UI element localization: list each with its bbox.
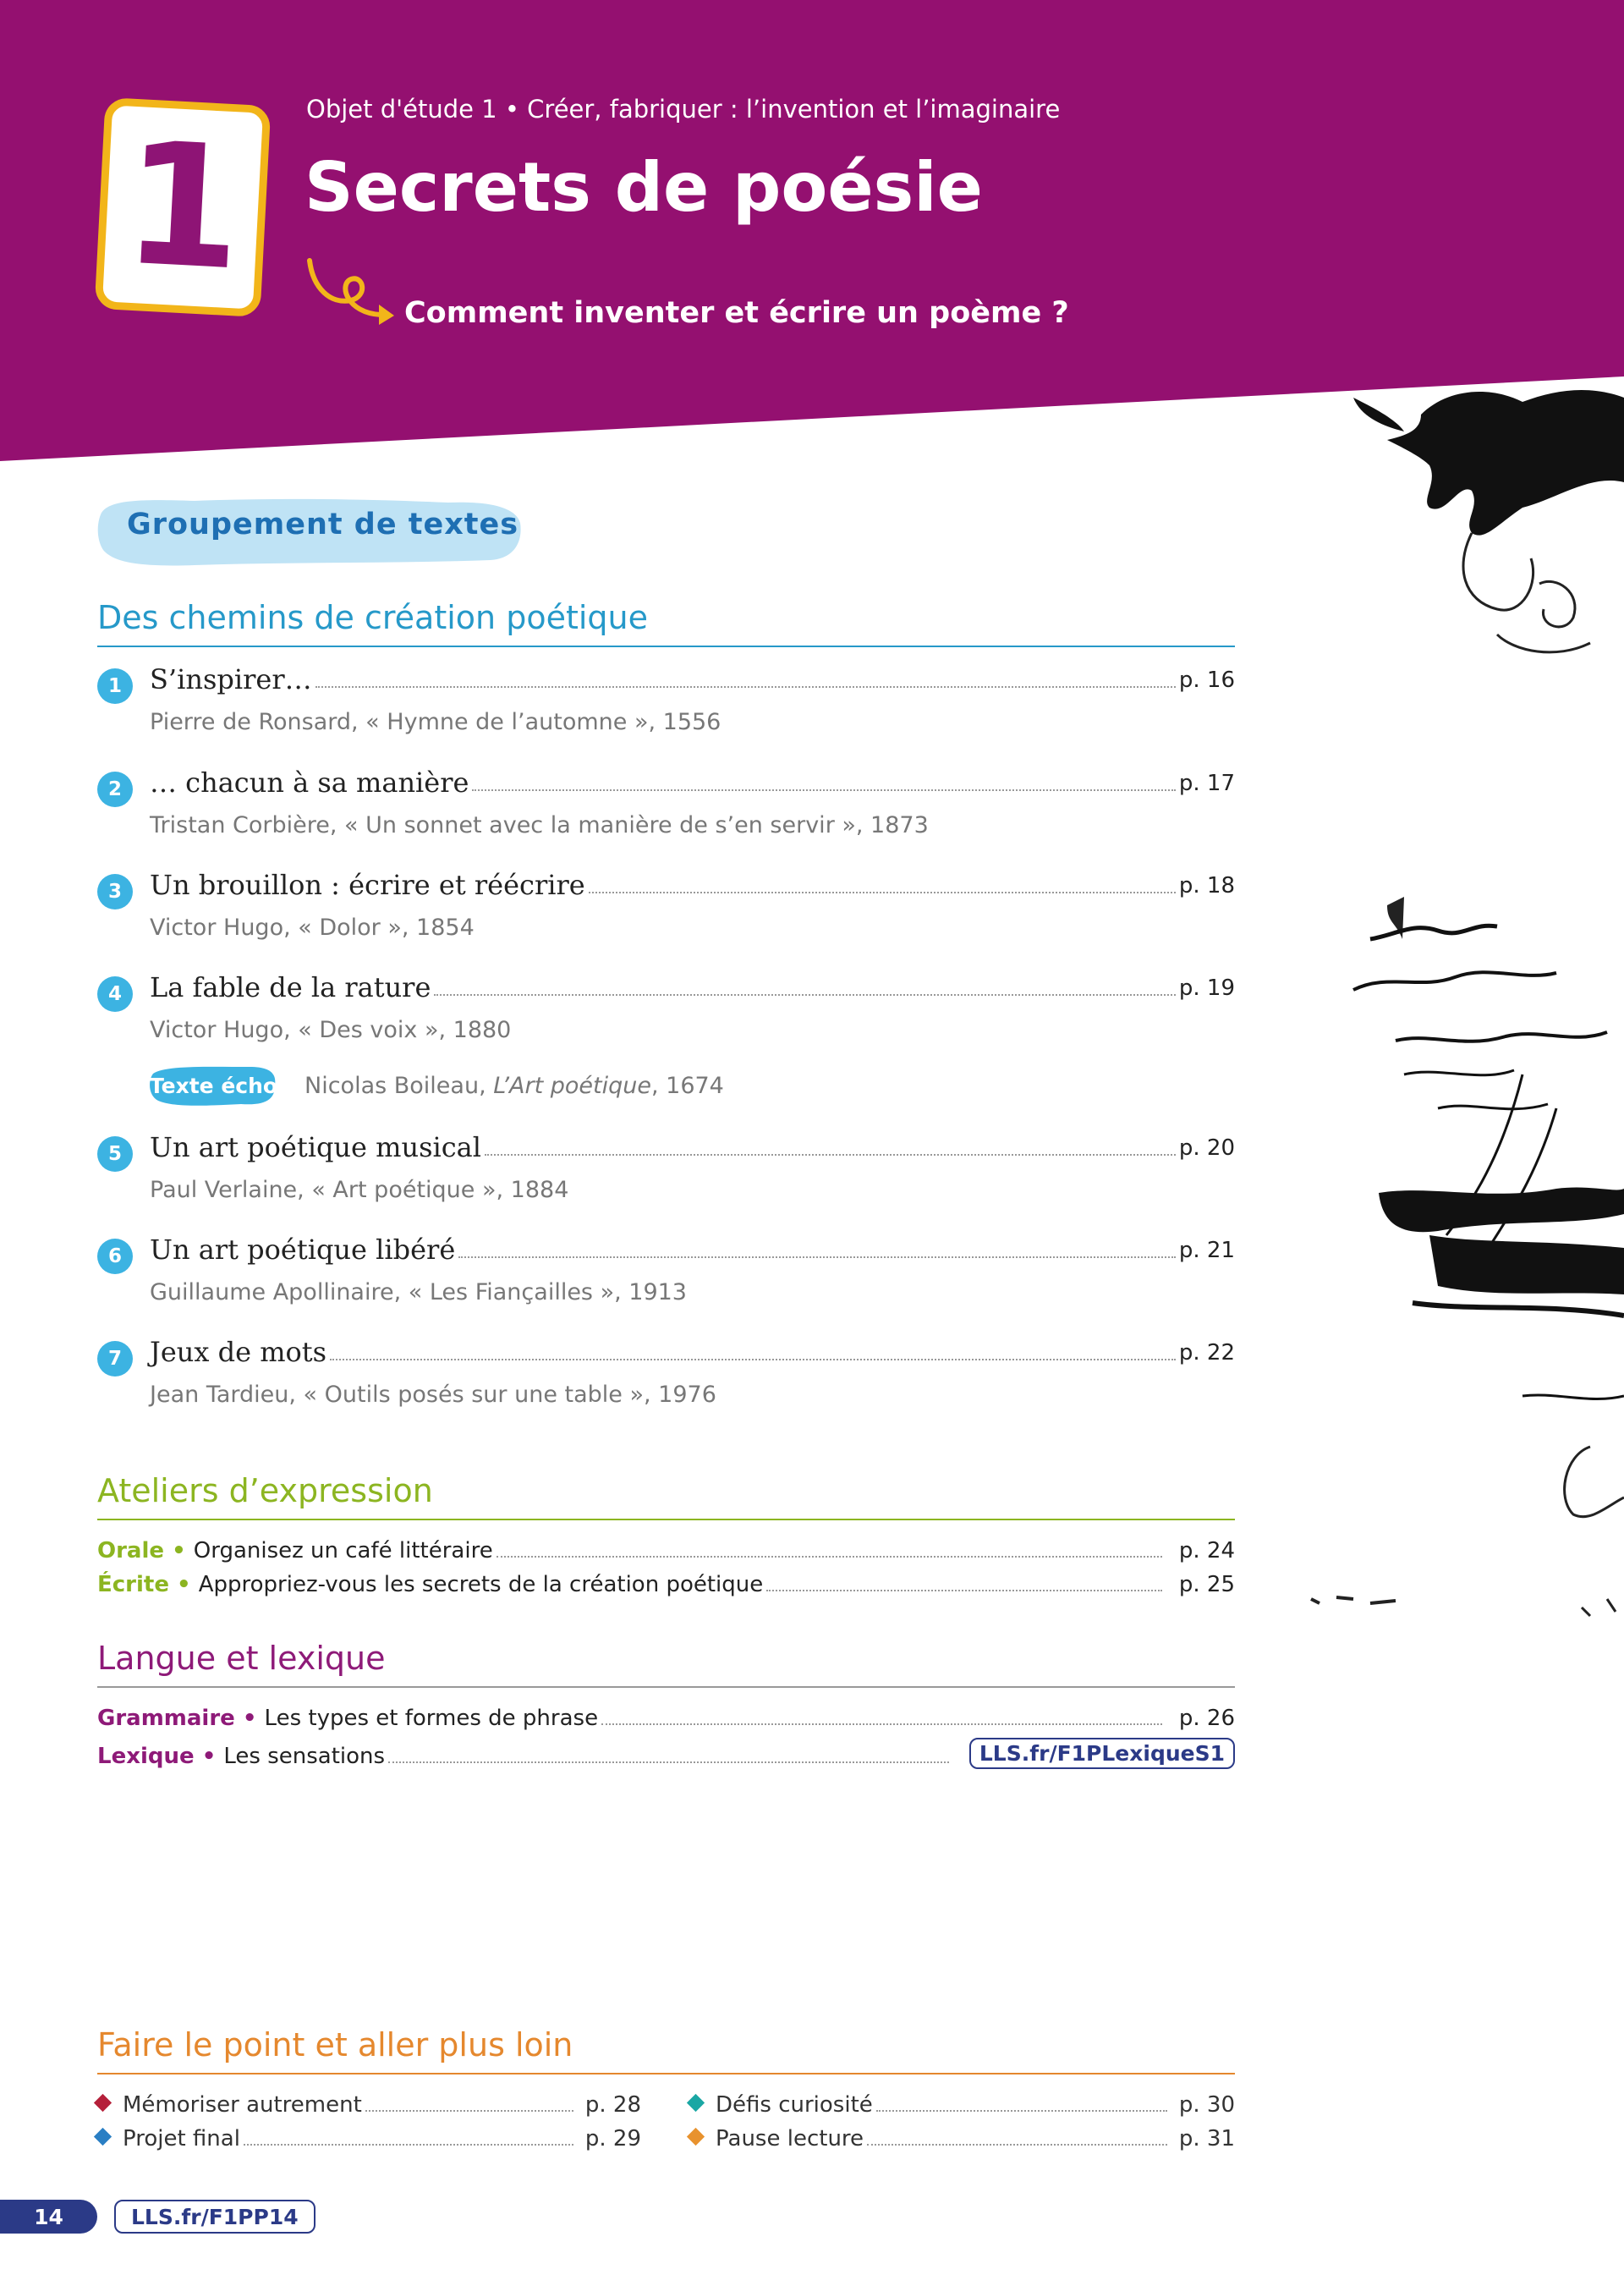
further-text: Pause lecture [716, 2126, 864, 2151]
dot-leader [388, 1761, 949, 1763]
entry-number-badge: 1 [97, 668, 133, 704]
section-divider [97, 1519, 1235, 1520]
entry-page: p. 19 [1178, 975, 1235, 1001]
entry-number-badge: 2 [97, 772, 133, 807]
dot-leader [867, 2144, 1167, 2146]
dot-leader [244, 2144, 573, 2146]
echo-year: , 1674 [650, 1073, 724, 1099]
entry-source: Victor Hugo, « Des voix », 1880 [150, 1017, 512, 1043]
orange-diamond-icon [687, 2128, 705, 2146]
entry-source: Tristan Corbière, « Un sonnet avec la manière de s’en servir », 1873 [150, 812, 929, 838]
entry-page: p. 22 [1178, 1340, 1235, 1366]
section-title-further: Faire le point et aller plus loin [97, 2026, 573, 2063]
bullet-separator: • [234, 1706, 265, 1731]
entry-page: p. 16 [1178, 668, 1235, 693]
dot-leader [458, 1256, 1176, 1258]
entry-number-badge: 4 [97, 976, 133, 1012]
echo-work: L’Art poétique [493, 1073, 651, 1099]
bullet-separator: • [168, 1572, 199, 1597]
echo-text-badge [148, 1062, 279, 1109]
section-title-workshops: Ateliers d’expression [97, 1472, 433, 1509]
chapter-number-card [95, 97, 272, 317]
further-item[interactable] [91, 2126, 641, 2151]
entry-title: La fable de la rature [150, 971, 431, 1003]
section-title-creation: Des chemins de création poétique [97, 599, 648, 636]
dot-leader [485, 1154, 1176, 1156]
language-text: Les sensations [223, 1744, 386, 1769]
teal-diamond-icon [687, 2094, 705, 2112]
dot-leader [589, 892, 1176, 893]
entry-source: Guillaume Apollinaire, « Les Fiançailles », 1913 [150, 1279, 687, 1305]
study-object-kicker: Objet d'étude 1 • Créer, fabriquer : l’invention et l’imaginaire [306, 95, 1061, 124]
group-of-texts-tag [93, 489, 524, 574]
curly-arrow-icon [304, 254, 398, 330]
section-divider [97, 2073, 1235, 2074]
dot-leader [315, 686, 1176, 688]
workshop-page: p. 25 [1178, 1572, 1235, 1597]
dot-leader [601, 1723, 1162, 1725]
section-title-language: Langue et lexique [97, 1640, 386, 1677]
further-text: Projet final [123, 2126, 240, 2151]
further-text: Défis curiosité [716, 2092, 873, 2118]
entry-page: p. 20 [1178, 1135, 1235, 1161]
language-row-grammar[interactable] [97, 1706, 1235, 1731]
entry-title: Un brouillon : écrire et réécrire [150, 869, 585, 901]
chapter-question: Comment inventer et écrire un poème ? [404, 296, 1069, 330]
workshop-label: Orale [97, 1538, 165, 1563]
language-label: Grammaire [97, 1706, 235, 1731]
further-page: p. 31 [1178, 2126, 1235, 2151]
further-item[interactable] [684, 2092, 1235, 2118]
language-label: Lexique [97, 1744, 195, 1769]
entry-title: Jeux de mots [150, 1336, 327, 1368]
echo-author: Nicolas Boileau, [304, 1073, 494, 1099]
entry-number-badge: 5 [97, 1136, 133, 1172]
red-diamond-icon [94, 2094, 112, 2112]
further-text: Mémoriser autrement [123, 2092, 362, 2118]
entry-source: Victor Hugo, « Dolor », 1854 [150, 915, 475, 941]
echo-text-source [304, 1073, 724, 1099]
entry-page: p. 18 [1178, 873, 1235, 898]
entry-number-badge: 7 [97, 1341, 133, 1377]
dot-leader [365, 2110, 573, 2112]
further-item[interactable] [684, 2126, 1235, 2151]
page-number-tab: 14 [0, 2200, 97, 2234]
dot-leader [434, 994, 1175, 996]
entry-title: … chacun à sa manière [150, 767, 469, 799]
dot-leader [497, 1556, 1162, 1558]
section-divider [97, 646, 1235, 647]
entry-source: Pierre de Ronsard, « Hymne de l’automne », 1556 [150, 709, 721, 735]
further-page: p. 30 [1178, 2092, 1235, 2118]
ink-drawing-illustration [1303, 381, 1624, 1734]
further-page: p. 28 [584, 2092, 641, 2118]
language-page: p. 26 [1178, 1706, 1235, 1731]
blue-diamond-icon [94, 2128, 112, 2146]
workshop-label: Écrite [97, 1572, 169, 1597]
bullet-separator: • [164, 1538, 194, 1563]
dot-leader [876, 2110, 1167, 2112]
bullet-separator: • [194, 1744, 224, 1769]
chapter-number: 1 [118, 105, 247, 309]
entry-number-badge: 6 [97, 1239, 133, 1274]
group-of-texts-label: Groupement de textes [127, 508, 519, 541]
page-link[interactable]: LLS.fr/F1PP14 [114, 2200, 315, 2234]
further-item[interactable] [91, 2092, 641, 2118]
entry-number-badge: 3 [97, 874, 133, 909]
workshop-row-written[interactable] [97, 1572, 1235, 1597]
language-text: Les types et formes de phrase [264, 1706, 599, 1731]
entry-source: Paul Verlaine, « Art poétique », 1884 [150, 1177, 569, 1203]
chapter-title: Secrets de poésie [304, 148, 983, 227]
entry-page: p. 21 [1178, 1238, 1235, 1263]
section-divider [97, 1686, 1235, 1688]
entry-source: Jean Tardieu, « Outils posés sur une table », 1976 [150, 1382, 716, 1408]
echo-text-label: Texte écho [149, 1073, 278, 1098]
workshop-row-oral[interactable] [97, 1538, 1235, 1563]
dot-leader [330, 1359, 1176, 1360]
entry-title: S’inspirer… [150, 663, 312, 695]
further-page: p. 29 [584, 2126, 641, 2151]
dot-leader [472, 789, 1175, 791]
dot-leader [766, 1590, 1162, 1591]
workshop-text: Organisez un café littéraire [193, 1538, 493, 1563]
entry-page: p. 17 [1178, 771, 1235, 796]
entry-title: Un art poétique musical [150, 1131, 481, 1163]
language-row-lexicon[interactable] [97, 1738, 1235, 1769]
workshop-page: p. 24 [1178, 1538, 1235, 1563]
entry-title: Un art poétique libéré [150, 1234, 456, 1266]
lexicon-link[interactable]: LLS.fr/F1PLexiqueS1 [969, 1738, 1235, 1769]
workshop-text: Appropriez-vous les secrets de la création poétique [198, 1572, 764, 1597]
